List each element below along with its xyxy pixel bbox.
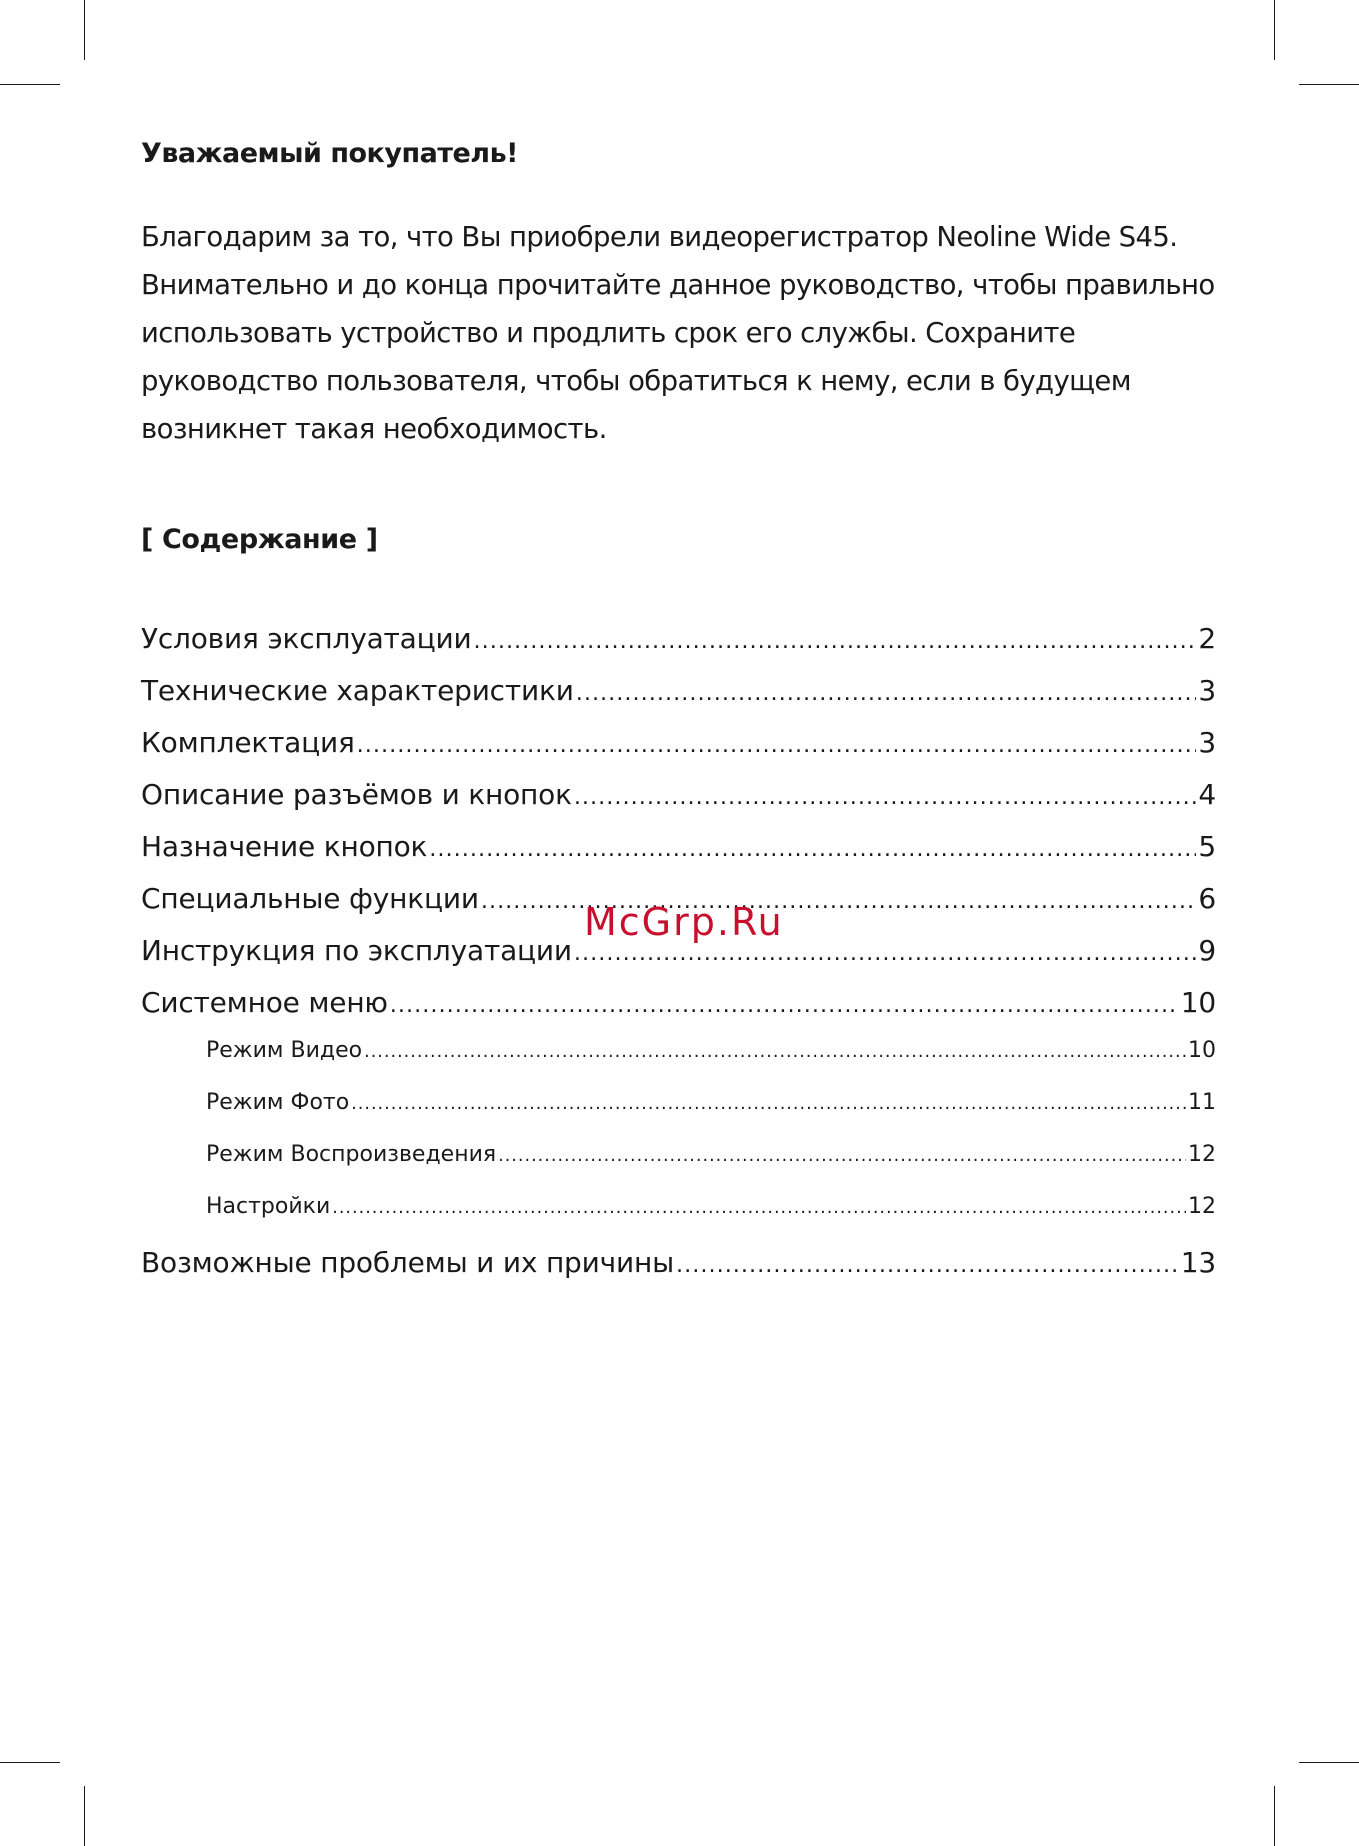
crop-mark-bottom-right-horizontal: [1299, 1762, 1359, 1763]
toc-item-label: Системное меню: [141, 986, 388, 1019]
toc-dot-leader: [574, 784, 1197, 810]
toc-item-package-contents[interactable]: [141, 726, 1216, 778]
table-of-contents: [141, 622, 1216, 1298]
watermark-text: McGrp.Ru: [584, 900, 784, 944]
toc-item-label: Условия эксплуатации: [141, 622, 472, 655]
toc-subitem-playback-mode[interactable]: [141, 1142, 1216, 1194]
toc-item-page: 5: [1198, 830, 1216, 863]
toc-item-label: Специальные функции: [141, 882, 479, 915]
toc-item-system-menu[interactable]: [141, 986, 1216, 1038]
toc-dot-leader: [676, 1252, 1179, 1278]
toc-item-page: 12: [1188, 1142, 1216, 1167]
toc-dot-leader: [576, 680, 1197, 706]
toc-subitem-video-mode[interactable]: [141, 1038, 1216, 1090]
toc-item-operating-conditions[interactable]: [141, 622, 1216, 674]
toc-item-specifications[interactable]: [141, 674, 1216, 726]
toc-dot-leader: [429, 836, 1196, 862]
toc-item-page: 6: [1198, 882, 1216, 915]
toc-item-label: Инструкция по эксплуатации: [141, 934, 572, 967]
toc-item-page: 13: [1180, 1246, 1216, 1279]
toc-item-label: Комплектация: [141, 726, 355, 759]
toc-item-page: 10: [1188, 1038, 1216, 1063]
toc-dot-leader: [473, 628, 1196, 654]
toc-title: [ Содержание ]: [141, 524, 378, 555]
toc-item-label: Режим Видео: [206, 1038, 363, 1063]
crop-mark-top-right-horizontal: [1299, 84, 1359, 85]
crop-mark-top-right-vertical: [1274, 0, 1275, 60]
toc-dot-leader: [357, 732, 1197, 758]
toc-item-label: Настройки: [206, 1194, 331, 1219]
toc-item-page: 2: [1198, 622, 1216, 655]
toc-dot-leader: [498, 1146, 1186, 1166]
toc-item-label: Режим Фото: [206, 1090, 350, 1115]
toc-item-label: Возможные проблемы и их причины: [141, 1246, 674, 1279]
crop-mark-bottom-right-vertical: [1274, 1786, 1275, 1846]
toc-subitem-photo-mode[interactable]: [141, 1090, 1216, 1142]
toc-item-label: Режим Воспроизведения: [206, 1142, 497, 1167]
crop-mark-top-left-horizontal: [0, 84, 60, 85]
toc-dot-leader: [390, 992, 1179, 1018]
intro-paragraph: Благодарим за то, что Вы приобрели видеорегистратор Neoline Wide S45. Внимательно и до конца прочитайте данное руководство, чтобы правильно использовать устройство и продлить срок его службы. Сохраните руководство пользователя, чтобы обратиться к нему, если в будущем возникнет такая необходимость.: [141, 221, 1215, 445]
toc-item-page: 11: [1188, 1090, 1216, 1115]
toc-item-page: 3: [1198, 674, 1216, 707]
toc-item-troubleshooting[interactable]: [141, 1246, 1216, 1298]
toc-dot-leader: [364, 1042, 1186, 1062]
toc-item-page: 3: [1198, 726, 1216, 759]
toc-subitem-settings[interactable]: [141, 1194, 1216, 1246]
toc-item-label: Описание разъёмов и кнопок: [141, 778, 572, 811]
toc-item-label: Технические характеристики: [141, 674, 574, 707]
toc-item-page: 4: [1198, 778, 1216, 811]
toc-item-label: Назначение кнопок: [141, 830, 428, 863]
crop-mark-bottom-left-horizontal: [0, 1762, 60, 1763]
crop-mark-bottom-left-vertical: [84, 1786, 85, 1846]
toc-item-button-functions[interactable]: [141, 830, 1216, 882]
toc-dot-leader: [351, 1094, 1186, 1114]
crop-mark-top-left-vertical: [84, 0, 85, 60]
toc-item-page: 10: [1180, 986, 1216, 1019]
toc-dot-leader: [332, 1198, 1186, 1218]
toc-item-connectors-buttons[interactable]: [141, 778, 1216, 830]
toc-item-page: 12: [1188, 1194, 1216, 1219]
toc-item-page: 9: [1198, 934, 1216, 967]
greeting-heading: Уважаемый покупатель!: [141, 138, 518, 169]
